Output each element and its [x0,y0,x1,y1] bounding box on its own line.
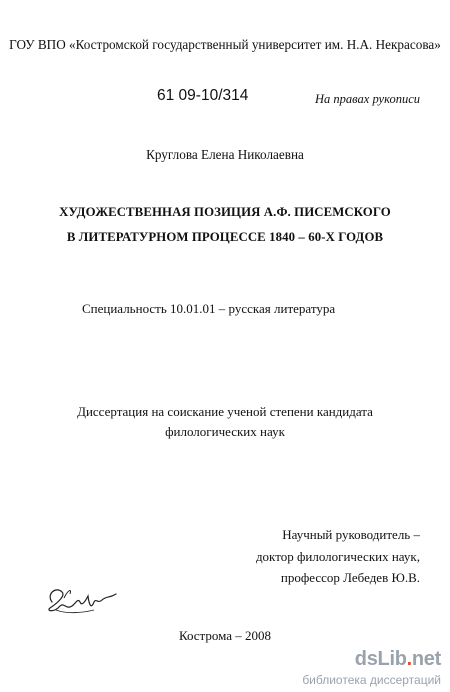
brand-tld: net [411,648,441,670]
watermark-subtitle: библиотека диссертаций [302,673,441,687]
institution-name: ГОУ ВПО «Костромской государственный университет им. Н.А. Некрасова» [9,37,441,52]
author-name: Круглова Елена Николаевна [146,147,304,162]
handwritten-signature [42,580,120,620]
supervisor-block [256,524,420,589]
city-year: Кострома – 2008 [178,628,272,643]
dslib-watermark [302,646,445,692]
supervisor-line-1: Научный руководитель – [282,527,420,542]
brand-dot: . [406,648,412,670]
brand-main: dsLib [354,648,407,670]
thesis-title-line-1: ХУДОЖЕСТВЕННАЯ ПОЗИЦИЯ А.Ф. ПИСЕМСКОГО [59,205,391,219]
document-code: 61 09-10/314 [157,87,249,104]
supervisor-line-3: профессор Лебедев Ю.В. [280,570,420,585]
dissertation-degree-line-1: Диссертация на соискание ученой степени кандидата [77,404,373,419]
watermark-brand [355,648,441,671]
dissertation-degree-line-2: филологических наук [165,424,285,439]
supervisor-line-2: доктор филологических наук, [255,548,420,564]
specialty: Специальность 10.01.01 – русская литература [82,301,336,316]
rights-notice: На правах рукописи [315,92,420,106]
thesis-title-line-2: В ЛИТЕРАТУРНОМ ПРОЦЕССЕ 1840 – 60-Х ГОДОВ [66,230,384,244]
